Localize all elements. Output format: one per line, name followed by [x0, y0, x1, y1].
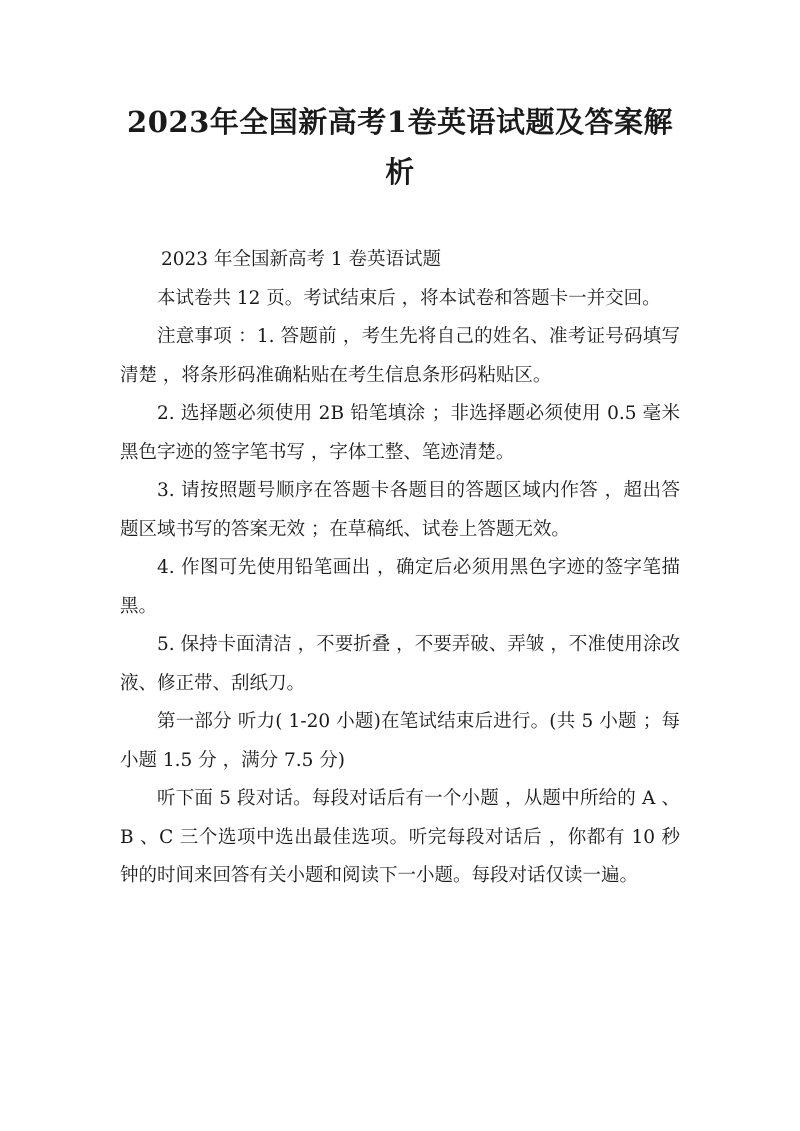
- exam-subtitle: 2023 年全国新高考 1 卷英语试题: [161, 249, 441, 270]
- paragraph-part-one-heading: 第一部分 听力( 1-20 小题)在笔试结束后进行。(共 5 小题 ；每小题 1.5 分 ，满分 7.5 分): [120, 711, 680, 771]
- paragraph-notice-1: 注意事项 ：1. 答题前 ，考生先将自己的姓名、准考证号码填写清楚 ，将条形码准确粘贴在考生信息条形码粘贴区。: [120, 326, 680, 386]
- paragraph-notice-2: 2. 选择题必须使用 2B 铅笔填涂 ；非选择题必须使用 0.5 毫米黑色字迹的签字笔书写 ，字体工整、笔迹清楚。: [120, 403, 680, 463]
- document-title: 2023年全国新高考1卷英语试题及答案解析: [127, 105, 673, 189]
- document-body: [120, 241, 680, 896]
- paragraph-exam-pages: 本试卷共 12 页。考试结束后 ，将本试卷和答题卡一并交回。: [157, 287, 661, 309]
- paragraph-notice-5: 5. 保持卡面清洁 ，不要折叠 ，不要弄破、弄皱 ，不准使用涂改液、修正带、刮纸刀。: [120, 634, 680, 694]
- paragraph-listening-instructions: 听下面 5 段对话。每段对话后有一个小题 ，从题中所给的 A 、B 、C 三个选项中选出最佳选项。听完每段对话后 ，你都有 10 秒钟的时间来回答有关小题和阅读下一小题。每段对话仅读一遍。: [120, 788, 680, 886]
- paragraph-notice-4: 4. 作图可先使用铅笔画出 ，确定后必须用黑色字迹的签字笔描黑。: [120, 557, 680, 617]
- paragraph-notice-3: 3. 请按照题号顺序在答题卡各题目的答题区域内作答 ，超出答题区域书写的答案无效 ；在草稿纸、试卷上答题无效。: [120, 480, 680, 540]
